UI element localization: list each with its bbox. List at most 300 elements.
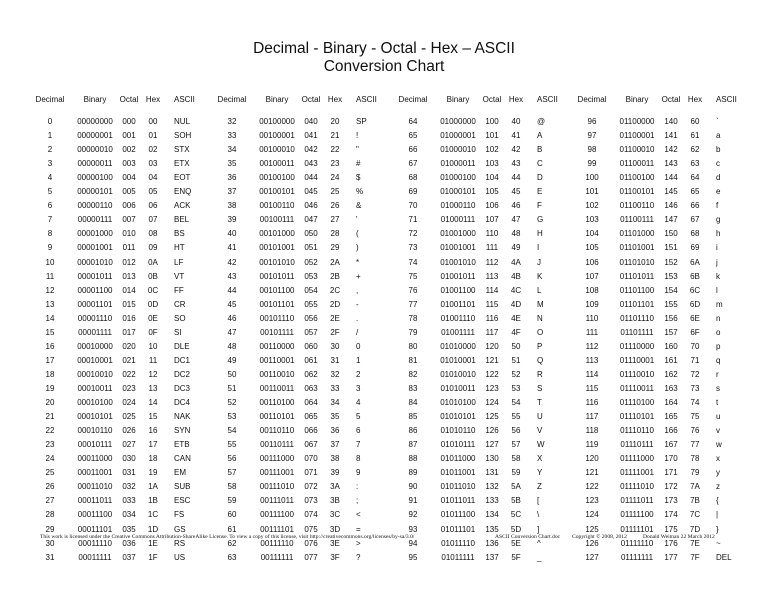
cell-ascii: H [537, 229, 543, 239]
cell-hex: 68 [690, 229, 700, 239]
cell-binary: 00100100 [259, 173, 295, 183]
cell-hex: 61 [690, 131, 700, 141]
cell-hex: 4B [511, 271, 521, 281]
cell-binary: 00010101 [77, 412, 113, 422]
cell-binary: 01010111 [440, 440, 476, 450]
cell-octal: 062 [304, 369, 318, 379]
cell-hex: 37 [330, 440, 340, 450]
cell-ascii: ] [537, 524, 540, 534]
cell-binary: 00101011 [259, 271, 295, 281]
cell-octal: 103 [485, 159, 499, 169]
cell-octal: 001 [122, 131, 136, 141]
cell-binary: 01001110 [440, 313, 476, 323]
cell-binary: 00111010 [259, 482, 295, 492]
cell-hex: 7C [689, 510, 701, 520]
cell-binary: 00100010 [259, 145, 295, 155]
cell-binary: 01111010 [620, 482, 654, 492]
cell-ascii: ^ [537, 538, 541, 548]
cell-hex: 2F [330, 327, 340, 337]
header-decimal: Decimal [35, 95, 65, 104]
cell-hex: 2C [329, 285, 341, 295]
cell-hex: 78 [690, 454, 700, 464]
cell-hex: 38 [330, 454, 340, 464]
cell-ascii: b [716, 145, 721, 155]
cell-ascii: ACK [174, 201, 191, 211]
header-decimal: Decimal [577, 95, 607, 104]
cell-ascii: , [356, 285, 359, 295]
cell-ascii: US [174, 552, 186, 562]
cell-hex: 0B [148, 271, 158, 281]
cell-octal: 012 [122, 257, 136, 267]
cell-binary: 00000010 [77, 145, 113, 155]
cell-binary: 01010110 [440, 426, 476, 436]
cell-binary: 00110000 [259, 341, 295, 351]
cell-ascii: ! [356, 131, 359, 141]
cell-binary: 01100110 [619, 201, 655, 211]
cell-ascii: _ [537, 552, 542, 562]
cell-binary: 00001010 [77, 257, 113, 267]
cell-hex: 34 [330, 398, 340, 407]
cell-ascii: SYN [174, 426, 191, 436]
cell-binary: 01100010 [619, 145, 655, 155]
cell-decimal: 26 [45, 482, 55, 492]
cell-octal: 066 [304, 426, 318, 436]
cell-decimal: 102 [585, 201, 599, 211]
cell-decimal: 115 [585, 383, 599, 393]
cell-decimal: 29 [45, 524, 55, 534]
cell-octal: 042 [304, 145, 318, 155]
cell-octal: 015 [122, 299, 136, 309]
cell-octal: 017 [122, 327, 136, 337]
cell-octal: 171 [664, 468, 678, 478]
cell-decimal: 106 [585, 257, 599, 267]
cell-ascii: 1 [356, 355, 361, 365]
cell-octal: 104 [485, 173, 499, 183]
cell-octal: 025 [122, 412, 136, 422]
cell-ascii: @ [537, 117, 546, 126]
cell-decimal: 125 [585, 524, 599, 534]
cell-octal: 150 [664, 229, 678, 239]
cell-binary: 01011000 [440, 454, 476, 464]
cell-hex: 1E [148, 538, 158, 548]
cell-octal: 175 [664, 524, 678, 534]
cell-ascii: FS [174, 510, 185, 520]
cell-octal: 177 [664, 552, 678, 562]
cell-decimal: 51 [227, 383, 237, 393]
cell-binary: 00011110 [78, 538, 112, 548]
cell-hex: 76 [690, 426, 700, 436]
cell-octal: 056 [304, 313, 318, 323]
cell-octal: 013 [122, 271, 136, 281]
cell-ascii: 9 [356, 468, 361, 478]
cell-ascii: 8 [356, 454, 361, 464]
cell-octal: 032 [122, 482, 136, 492]
cell-ascii: h [716, 229, 721, 239]
cell-octal: 016 [122, 313, 136, 323]
cell-ascii: M [537, 299, 544, 309]
cell-decimal: 1 [47, 131, 53, 141]
cell-decimal: 96 [587, 117, 597, 126]
cell-octal: 070 [304, 454, 318, 464]
cell-decimal: 4 [47, 173, 53, 183]
cell-octal: 160 [664, 341, 678, 351]
cell-binary: 00110110 [259, 426, 295, 436]
header-decimal: Decimal [217, 95, 247, 104]
cell-hex: 65 [690, 187, 700, 197]
cell-octal: 051 [304, 243, 318, 253]
cell-octal: 125 [485, 412, 499, 422]
cell-decimal: 49 [227, 355, 237, 365]
cell-octal: 035 [122, 524, 136, 534]
cell-octal: 154 [664, 285, 678, 295]
cell-binary: 00011100 [77, 510, 113, 520]
cell-binary: 00010111 [77, 440, 113, 450]
cell-octal: 034 [122, 510, 136, 520]
cell-decimal: 23 [45, 440, 55, 450]
header-ascii: ASCII [537, 95, 558, 104]
cell-decimal: 27 [45, 496, 55, 506]
cell-ascii: r [716, 369, 719, 379]
cell-ascii: ~ [716, 538, 721, 548]
cell-octal: 130 [485, 454, 499, 464]
cell-octal: 120 [485, 341, 499, 351]
cell-hex: 39 [330, 468, 340, 478]
cell-octal: 036 [122, 538, 136, 548]
cell-hex: 54 [511, 398, 521, 407]
cell-decimal: 101 [585, 187, 599, 197]
cell-binary: 00100101 [259, 187, 295, 197]
cell-octal: 074 [304, 510, 318, 520]
cell-binary: 01010100 [440, 398, 476, 407]
cell-binary: 01000011 [440, 159, 476, 169]
cell-decimal: 48 [227, 341, 237, 351]
cell-octal: 075 [304, 524, 318, 534]
cell-ascii: GS [174, 524, 186, 534]
cell-hex: 1B [148, 496, 158, 506]
cell-binary: 01010010 [440, 369, 476, 379]
cell-decimal: 43 [227, 271, 237, 281]
cell-octal: 057 [304, 327, 318, 337]
header-octal: Octal [661, 95, 681, 104]
cell-octal: 046 [304, 201, 318, 211]
cell-hex: 5B [511, 496, 521, 506]
header-octal: Octal [482, 95, 502, 104]
cell-binary: 01010001 [440, 355, 476, 365]
cell-octal: 053 [304, 271, 318, 281]
cell-ascii: BS [174, 229, 185, 239]
cell-hex: 29 [330, 243, 340, 253]
cell-ascii: ETB [174, 440, 190, 450]
cell-decimal: 18 [45, 369, 55, 379]
cell-binary: 00010100 [77, 398, 113, 407]
cell-decimal: 39 [227, 215, 237, 225]
header-binary: Binary [625, 95, 649, 104]
cell-binary: 01000101 [440, 187, 476, 197]
cell-decimal: 45 [227, 299, 237, 309]
cell-ascii: % [356, 187, 364, 197]
cell-binary: 01101100 [619, 285, 655, 295]
cell-octal: 115 [485, 299, 499, 309]
cell-ascii: c [716, 159, 720, 169]
cell-binary: 00001101 [77, 299, 113, 309]
header-binary: Binary [83, 95, 107, 104]
cell-ascii: ? [356, 552, 361, 562]
cell-hex: 33 [330, 383, 340, 393]
cell-hex: 32 [330, 369, 340, 379]
cell-octal: 023 [122, 383, 136, 393]
cell-ascii: 4 [356, 398, 361, 407]
cell-hex: 7D [689, 524, 701, 534]
cell-ascii: = [356, 524, 361, 534]
cell-binary: 01110110 [620, 426, 654, 436]
cell-binary: 01000110 [440, 201, 476, 211]
cell-ascii: & [356, 201, 362, 211]
cell-decimal: 98 [587, 145, 597, 155]
cell-binary: 00111011 [260, 496, 294, 506]
cell-binary: 00011111 [78, 552, 112, 562]
cell-hex: 36 [330, 426, 340, 436]
cell-hex: 62 [690, 145, 700, 155]
cell-octal: 002 [122, 145, 136, 155]
cell-ascii: C [537, 159, 543, 169]
cell-binary: 00000111 [77, 215, 113, 225]
cell-hex: 25 [330, 187, 340, 197]
cell-binary: 01011111 [441, 552, 475, 562]
cell-binary: 00111000 [259, 454, 295, 464]
cell-binary: 00001001 [77, 243, 113, 253]
cell-binary: 00001111 [78, 327, 112, 337]
cell-binary: 00111111 [260, 552, 294, 562]
cell-hex: 1A [148, 482, 158, 492]
cell-binary: 01011101 [440, 524, 476, 534]
cell-binary: 01110010 [619, 369, 655, 379]
header-octal: Octal [301, 95, 321, 104]
cell-binary: 00011001 [77, 468, 113, 478]
header-ascii: ASCII [174, 95, 195, 104]
author-date: Donald Weiman 22 March 2012 [643, 534, 715, 540]
cell-octal: 174 [664, 510, 678, 520]
cell-octal: 114 [485, 285, 499, 295]
cell-octal: 141 [664, 131, 678, 141]
cell-hex: 3F [330, 552, 340, 562]
cell-ascii: NAK [174, 412, 191, 422]
cell-binary: 01100100 [619, 173, 655, 183]
cell-ascii: * [356, 257, 360, 267]
cell-binary: 01110001 [619, 355, 655, 365]
header-hex: Hex [687, 95, 703, 104]
cell-octal: 003 [122, 159, 136, 169]
cell-hex: 6F [690, 327, 700, 337]
cell-binary: 00010001 [77, 355, 113, 365]
cell-decimal: 103 [585, 215, 599, 225]
cell-decimal: 28 [45, 510, 55, 520]
cell-hex: 2A [330, 257, 340, 267]
cell-octal: 044 [304, 173, 318, 183]
cell-binary: 00011000 [77, 454, 113, 464]
cell-hex: 02 [148, 145, 158, 155]
cell-binary: 01101010 [619, 257, 655, 267]
cell-ascii: 6 [356, 426, 361, 436]
cell-decimal: 44 [227, 285, 237, 295]
cell-binary: 00101001 [259, 243, 295, 253]
cell-ascii: Y [537, 468, 543, 478]
cell-ascii: P [537, 341, 543, 351]
cell-decimal: 81 [408, 355, 418, 365]
cell-binary: 00101111 [260, 327, 294, 337]
cell-decimal: 89 [408, 468, 418, 478]
cell-octal: 113 [485, 271, 499, 281]
cell-ascii: n [716, 313, 721, 323]
cell-octal: 007 [122, 215, 136, 225]
cell-binary: 00101010 [259, 257, 295, 267]
cell-decimal: 97 [587, 131, 597, 141]
cell-octal: 135 [485, 524, 499, 534]
cell-hex: 67 [690, 215, 700, 225]
cell-hex: 22 [330, 145, 340, 155]
cell-decimal: 85 [408, 412, 418, 422]
cell-hex: 19 [148, 468, 158, 478]
cell-ascii: DC2 [174, 369, 191, 379]
header-hex: Hex [508, 95, 524, 104]
cell-hex: 14 [148, 398, 158, 407]
cell-binary: 00001000 [77, 229, 113, 239]
cell-binary: 00110001 [259, 355, 295, 365]
cell-octal: 157 [664, 327, 678, 337]
cell-octal: 117 [485, 327, 499, 337]
cell-binary: 01011110 [441, 538, 475, 548]
cell-ascii: 3 [356, 383, 361, 393]
cell-binary: 01100101 [619, 187, 655, 197]
cell-hex: 5C [510, 510, 522, 520]
cell-decimal: 94 [408, 538, 418, 548]
cell-hex: 66 [690, 201, 700, 211]
cell-decimal: 13 [45, 299, 55, 309]
cell-hex: 09 [148, 243, 158, 253]
cell-binary: 00101110 [259, 313, 295, 323]
cell-octal: 161 [664, 355, 678, 365]
cell-ascii: ( [356, 229, 359, 239]
cell-octal: 052 [304, 257, 318, 267]
cell-ascii: l [716, 285, 718, 295]
cell-decimal: 121 [585, 468, 599, 478]
cell-hex: 3D [329, 524, 341, 534]
cell-hex: 10 [148, 341, 158, 351]
cell-decimal: 105 [585, 243, 599, 253]
cell-binary: 00001011 [77, 271, 113, 281]
cell-ascii: SP [356, 117, 367, 126]
cell-hex: 44 [511, 173, 521, 183]
cell-decimal: 76 [408, 285, 418, 295]
cell-ascii: k [716, 271, 720, 281]
cell-ascii: e [716, 187, 721, 197]
cell-binary: 01100111 [620, 215, 654, 225]
cell-hex: 20 [330, 117, 340, 126]
cell-decimal: 68 [408, 173, 418, 183]
cell-hex: 6A [690, 257, 700, 267]
cell-octal: 136 [485, 538, 499, 548]
cell-hex: 64 [690, 173, 700, 183]
cell-octal: 076 [304, 538, 318, 548]
cell-octal: 033 [122, 496, 136, 506]
cell-hex: 30 [330, 341, 340, 351]
cell-hex: 4C [510, 285, 522, 295]
cell-hex: 45 [511, 187, 521, 197]
cell-binary: 00011010 [77, 482, 113, 492]
cell-binary: 01101000 [619, 229, 655, 239]
cell-decimal: 88 [408, 454, 418, 464]
cell-decimal: 61 [227, 524, 237, 534]
cell-hex: 70 [690, 341, 700, 351]
cell-hex: 56 [511, 426, 521, 436]
cell-hex: 52 [511, 369, 521, 379]
cell-octal: 151 [664, 243, 678, 253]
cell-decimal: 11 [45, 271, 55, 281]
cell-ascii: SOH [174, 131, 192, 141]
cell-decimal: 107 [585, 271, 599, 281]
cell-decimal: 109 [585, 299, 599, 309]
cell-hex: 74 [690, 398, 700, 407]
cell-binary: 00000100 [77, 173, 113, 183]
cell-decimal: 31 [45, 552, 55, 562]
cell-hex: 6E [690, 313, 700, 323]
cell-hex: 03 [148, 159, 158, 169]
cell-binary: 00111100 [260, 510, 294, 520]
cell-ascii: EOT [174, 173, 191, 183]
cell-hex: 17 [148, 440, 158, 450]
cell-octal: 124 [485, 398, 499, 407]
cell-binary: 00010011 [77, 383, 113, 393]
cell-binary: 01100000 [619, 117, 655, 126]
cell-ascii: - [356, 299, 359, 309]
cell-binary: 00100110 [259, 201, 295, 211]
cell-decimal: 36 [227, 173, 237, 183]
cell-ascii: VT [174, 271, 185, 281]
cell-hex: 2D [329, 299, 341, 309]
cell-decimal: 38 [227, 201, 237, 211]
cell-decimal: 108 [585, 285, 599, 295]
cell-octal: 156 [664, 313, 678, 323]
cell-ascii: a [716, 131, 721, 141]
cell-hex: 05 [148, 187, 158, 197]
cell-binary: 00011101 [77, 524, 113, 534]
cell-binary: 00101101 [259, 299, 295, 309]
cell-binary: 00010110 [77, 426, 113, 436]
cell-octal: 072 [304, 482, 318, 492]
cell-decimal: 90 [408, 482, 418, 492]
cell-decimal: 110 [585, 313, 599, 323]
cell-decimal: 66 [408, 145, 418, 155]
cell-decimal: 83 [408, 383, 418, 393]
cell-ascii: } [716, 524, 719, 534]
cell-decimal: 118 [585, 426, 599, 436]
cell-decimal: 120 [585, 454, 599, 464]
cell-decimal: 117 [585, 412, 599, 422]
cell-hex: 5E [511, 538, 521, 548]
cell-ascii: ETX [174, 159, 190, 169]
cell-hex: 3B [330, 496, 340, 506]
cell-octal: 021 [122, 355, 136, 365]
cell-octal: 110 [485, 229, 499, 239]
cell-decimal: 32 [227, 117, 237, 126]
cell-binary: 01000111 [440, 215, 476, 225]
cell-binary: 01111111 [620, 552, 654, 562]
cell-hex: 7F [690, 552, 700, 562]
cell-ascii: SO [174, 313, 186, 323]
cell-decimal: 54 [227, 426, 237, 436]
cell-octal: 040 [304, 117, 318, 126]
cell-octal: 060 [304, 341, 318, 351]
cell-octal: 122 [485, 369, 499, 379]
